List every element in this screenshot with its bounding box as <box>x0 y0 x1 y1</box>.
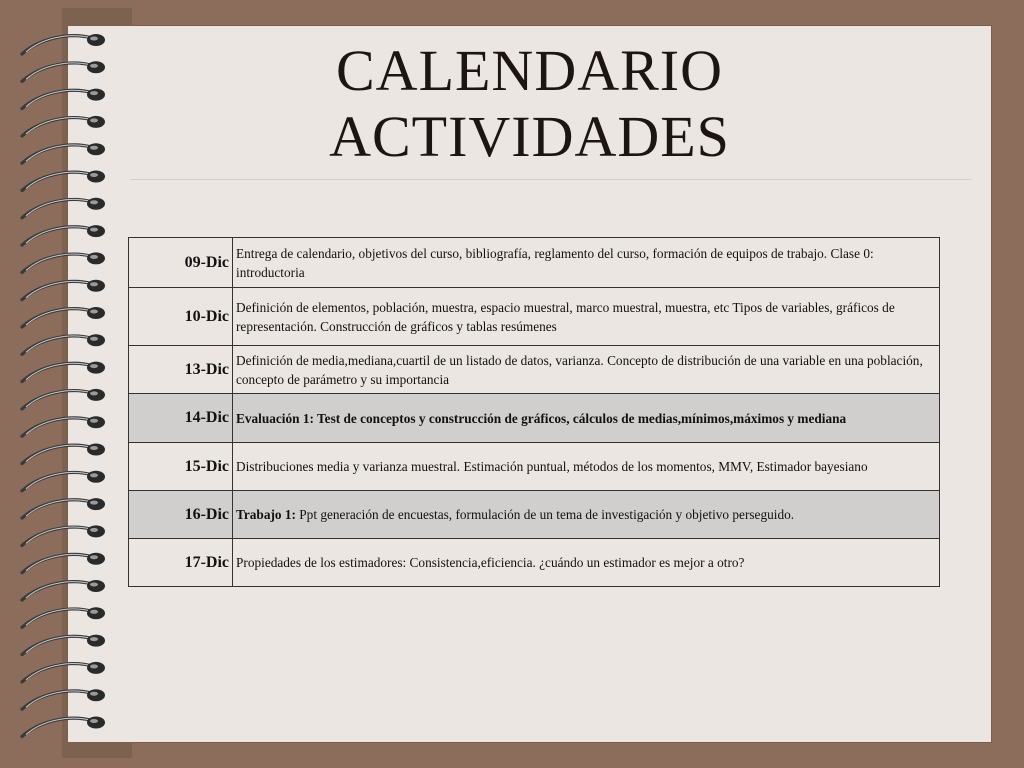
date-cell: 16-Dic <box>129 491 233 539</box>
description-cell <box>233 491 940 539</box>
page-title <box>68 38 991 170</box>
table-row <box>129 443 940 491</box>
description-cell <box>233 443 940 491</box>
spiral-ring <box>22 336 92 354</box>
description-text: Definición de media,mediana,cuartil de un listado de datos, varianza. Concepto de distribución de una variable en una población, concepto de parámetro y su importancia <box>236 352 923 387</box>
description-text: Entrega de calendario, objetivos del curso, bibliografía, reglamento del curso, formación de equipos de trabajo. Clase 0: introductoria <box>236 245 874 280</box>
assignment-label: Trabajo 1: <box>236 507 296 522</box>
spiral-ring <box>22 636 92 654</box>
spiral-ring <box>22 582 92 600</box>
description-text: Ppt generación de encuestas, formulación de un tema de investigación y objetivo perseguido. <box>295 507 795 522</box>
title-line-1: CALENDARIO <box>336 38 723 103</box>
table-row <box>129 238 940 288</box>
binding-hole-shine <box>90 282 98 286</box>
title-line-2: ACTIVIDADES <box>329 104 730 169</box>
evaluation-text: Evaluación 1: Test de conceptos y construcción de gráficos, cálculos de medias,mínimos,máximos y mediana <box>236 410 847 426</box>
description-text: Distribuciones media y varianza muestral. Estimación puntual, métodos de los momentos, MMV, Estimador bayesiano <box>236 459 868 474</box>
description-text: Definición de elementos, población, muestra, espacio muestral, marco muestral, muestra, etc Tipos de variables, gráficos de representación. Construcción de gráficos y tablas resúmenes <box>236 299 895 334</box>
spiral-ring <box>22 609 92 627</box>
table-row <box>129 288 940 346</box>
binding-hole-shine <box>90 610 98 614</box>
binding-hole-shine <box>90 391 98 395</box>
binding-hole-shine <box>90 419 98 423</box>
binding-hole-shine <box>90 200 98 204</box>
table-row-highlighted <box>129 394 940 443</box>
binding-hole-shine <box>90 446 98 450</box>
description-cell <box>233 539 940 587</box>
table-row <box>129 346 940 394</box>
spiral-ring <box>22 418 92 436</box>
description-cell <box>233 288 940 346</box>
spiral-ring <box>22 391 92 409</box>
activities-table <box>128 237 940 587</box>
spiral-ring <box>22 500 92 518</box>
spiral-ring <box>22 172 92 190</box>
date-cell: 09-Dic <box>129 238 233 288</box>
description-cell <box>233 346 940 394</box>
spiral-ring <box>22 281 92 299</box>
spiral-ring <box>22 473 92 491</box>
binding-hole-shine <box>90 255 98 259</box>
date-cell: 14-Dic <box>129 394 233 443</box>
table-row <box>129 539 940 587</box>
binding-hole-shine <box>90 473 98 477</box>
description-cell <box>233 238 940 288</box>
binding-hole-shine <box>90 719 98 723</box>
date-cell: 15-Dic <box>129 443 233 491</box>
spiral-ring <box>22 309 92 327</box>
binding-hole-shine <box>90 555 98 559</box>
binding-hole-shine <box>90 692 98 696</box>
spiral-ring <box>22 527 92 545</box>
binding-hole-shine <box>90 501 98 505</box>
spiral-ring <box>22 227 92 245</box>
spiral-ring <box>22 254 92 272</box>
spiral-ring <box>22 718 92 736</box>
title-divider <box>130 179 972 180</box>
binding-hole-shine <box>90 583 98 587</box>
description-text: Propiedades de los estimadores: Consistencia,eficiencia. ¿cuándo un estimador es mejor a otro? <box>236 555 745 570</box>
binding-hole-shine <box>90 364 98 368</box>
binding-hole-shine <box>90 310 98 314</box>
binding-hole-shine <box>90 664 98 668</box>
spiral-ring <box>22 554 92 572</box>
spiral-ring <box>22 200 92 218</box>
date-cell: 13-Dic <box>129 346 233 394</box>
description-cell <box>233 394 940 443</box>
spiral-ring <box>22 664 92 682</box>
date-cell: 17-Dic <box>129 539 233 587</box>
binding-hole-shine <box>90 637 98 641</box>
binding-hole-shine <box>90 528 98 532</box>
spiral-ring <box>22 691 92 709</box>
binding-hole-shine <box>90 228 98 232</box>
spiral-ring <box>22 445 92 463</box>
table-row-highlighted <box>129 491 940 539</box>
spiral-ring <box>22 363 92 381</box>
binding-hole-shine <box>90 173 98 177</box>
date-cell: 10-Dic <box>129 288 233 346</box>
binding-hole-shine <box>90 337 98 341</box>
